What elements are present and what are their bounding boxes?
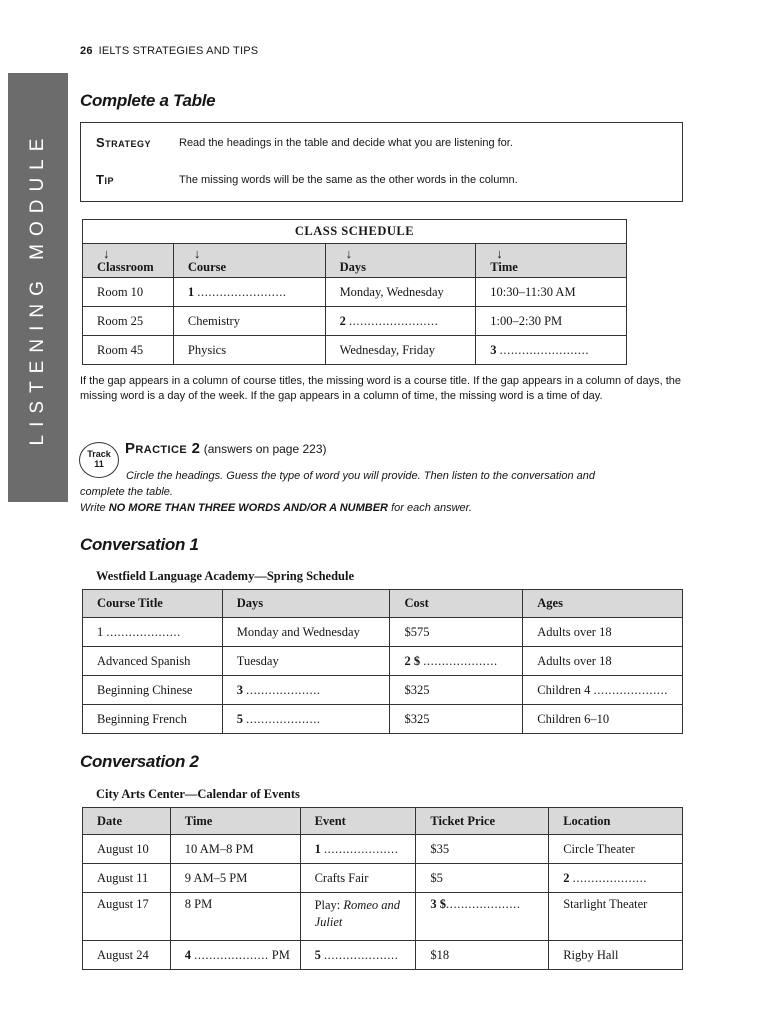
track-label: Track [87,449,111,459]
conversation-1-table [82,589,683,734]
down-arrow-icon: ↓ [103,245,110,261]
header-date: Date [83,808,171,835]
answer-gap: ........................ [197,284,287,299]
table-row: Beginning French 5 .................... $325 Children 6–10 [83,705,683,734]
down-arrow-icon: ↓ [345,245,353,261]
answer-gap: ........................ [499,342,590,357]
write-instruction: Write NO MORE THAN THREE WORDS AND/OR A NUMBER for each answer. [80,502,472,514]
header-cost: Cost [390,590,523,618]
table-row: August 24 4 .................... PM 5 .................... $18 Rigby Hall [83,941,683,970]
gap-number: 3 [490,342,497,357]
strategy-box [80,122,683,202]
down-arrow-icon: ↓ [193,245,201,261]
answer-gap: .................... [323,841,399,856]
audio-track-icon [79,442,119,478]
track-number: 11 [94,459,104,469]
side-tab [8,73,68,502]
word-limit: NO MORE THAN THREE WORDS AND/OR A NUMBER [108,502,389,514]
header-ages: Ages [523,590,683,618]
gap-number: 1 [187,284,195,299]
answer-gap: .................... [572,870,648,885]
book-title: IELTS STRATEGIES AND TIPS [98,45,259,57]
section-title: Complete a Table [80,91,216,110]
class-schedule-title: CLASS SCHEDULE [83,220,627,244]
table-row: August 11 9 AM–5 PM Crafts Fair $5 2 .................... [83,864,683,893]
conversation-1-caption: Westfield Language Academy—Spring Schedule [96,569,355,583]
side-tab-label: LISTENING MODULE [27,130,48,445]
answer-gap: .................... [423,653,498,668]
table-row: Room 45 Physics Wednesday, Friday 3 ........................ [83,336,627,365]
header-classroom: ↓ Classroom [83,244,174,278]
answer-gap: .................... [323,947,399,962]
tip-text: The missing words will be the same as the other words in the column. [179,174,518,186]
answer-gap: ........................ [348,313,439,328]
conversation-2-heading: Conversation 2 [80,752,199,771]
running-head [80,45,258,57]
table-row: Room 10 1 ........................ Monday, Wednesday 10:30–11:30 AM [83,278,627,307]
header-event: Event [300,808,416,835]
tip-label: Tip [96,172,114,187]
instruction-line-1: Circle the headings. Guess the type of word you will provide. Then listen to the conversation and [126,470,595,482]
table-row: 1 .................... Monday and Wednesday $575 Adults over 18 [83,618,683,647]
page-number: 26 [80,45,93,57]
strategy-label: Strategy [96,135,152,150]
answer-gap: .................... [246,682,321,697]
strategy-text: Read the headings in the table and decide what you are listening for. [179,137,513,149]
table-row: Advanced Spanish Tuesday 2 $ .................... Adults over 18 [83,647,683,676]
header-course-title: Course Title [83,590,223,618]
conversation-1-heading: Conversation 1 [80,535,199,554]
answer-gap: .................... [194,947,269,962]
header-location: Location [549,808,683,835]
table-row: Room 25 Chemistry 2 ........................ 1:00–2:30 PM [83,307,627,336]
header-ticket-price: Ticket Price [416,808,549,835]
practice-title: Practice 2 [125,440,201,457]
header-time: ↓ Time [476,244,627,278]
instruction-line-2: complete the table. [80,486,173,498]
header-time: Time [170,808,300,835]
header-course: ↓ Course [173,244,325,278]
table-row: August 17 8 PM Play: Romeo and Juliet 3 $.................... Starlight Theater [83,893,683,941]
answer-gap: .................... [446,897,521,911]
conversation-2-table [82,807,683,970]
answer-gap: .................... [593,682,669,697]
table-row: Beginning Chinese 3 .................... $325 Children 4 .................... [83,676,683,705]
explanation-paragraph: If the gap appears in a column of course titles, the missing word is a course title. If the gap appears in a column of days, the missing word is a day of the week. If the gap appears in a column of time, the missing word is a time of day. [80,375,682,402]
class-schedule-table [82,219,627,365]
header-days: ↓ Days [325,244,476,278]
down-arrow-icon: ↓ [496,245,503,261]
practice-heading [125,440,327,457]
answers-note: (answers on page 223) [203,442,327,456]
answer-gap: .................... [106,624,181,639]
header-days: Days [222,590,390,618]
table-row: August 10 10 AM–8 PM 1 .................... $35 Circle Theater [83,835,683,864]
gap-number: 2 [339,313,346,328]
conversation-2-caption: City Arts Center—Calendar of Events [96,787,300,801]
answer-gap: .................... [246,711,321,726]
